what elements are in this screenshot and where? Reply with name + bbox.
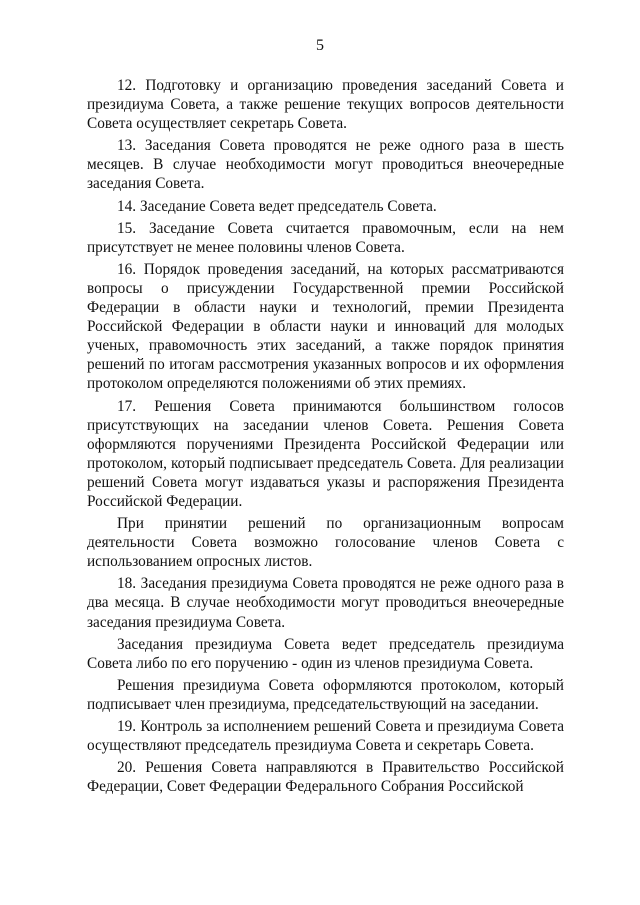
paragraph-18: 18. Заседания президиума Совета проводятся не реже одного раза в два месяца. В случае необходимости могут проводиться внеочередные заседания президиума Совета. [87,575,564,631]
paragraph-12: 12. Подготовку и организацию проведения заседаний Совета и президиума Совета, а также решение текущих вопросов деятельности Совета осуществляет секретарь Совета. [87,77,564,133]
paragraph-14: 14. Заседание Совета ведет председатель Совета. [117,197,437,215]
page-number: 5 [316,37,324,54]
paragraph-15: 15. Заседание Совета считается правомочным, если на нем присутствует не менее половины членов Совета. [87,219,564,256]
paragraph-20: 20. Решения Совета направляются в Правительство Российской Федерации, Совет Федерации Федерального Собрания Российской [87,759,564,796]
document-body [87,76,564,796]
paragraph-19: 19. Контроль за исполнением решений Совета и президиума Совета осуществляют председатель президиума Совета и секретарь Совета. [87,718,564,755]
paragraph-17: 17. Решения Совета принимаются большинством голосов присутствующих на заседании членов Совета. Решения Совета оформляются поручениями Президента Российской Федерации или протоколом, который подписывает председатель Совета. Для реализации решений Совета могут издаваться указы и распоряжения Президента Российской Федерации. [87,397,564,510]
paragraph-13: 13. Заседания Совета проводятся не реже одного раза в шесть месяцев. В случае необходимости могут проводиться внеочередные заседания Совета. [87,137,564,193]
paragraph-18-chair: Заседания президиума Совета ведет председатель президиума Совета либо по его поручению - один из членов президиума Совета. [87,635,564,672]
paragraph-16: 16. Порядок проведения заседаний, на которых рассматриваются вопросы о присуждении Государственной премии Российской Федерации в области науки и технологий, премии Президента Российской Федерации в области науки и инноваций для молодых ученых, правомочность этих заседаний, а также порядок принятия решений по итогам рассмотрения указанных вопросов и их оформления протоколом определяются положениями об этих премиях. [87,260,564,393]
paragraph-17-voting: При принятии решений по организационным вопросам деятельности Совета возможно голосование членов Совета с использованием опросных листов. [87,515,564,571]
paragraph-18-decisions: Решения президиума Совета оформляются протоколом, который подписывает член президиума, председательствующий на заседании. [87,676,564,713]
